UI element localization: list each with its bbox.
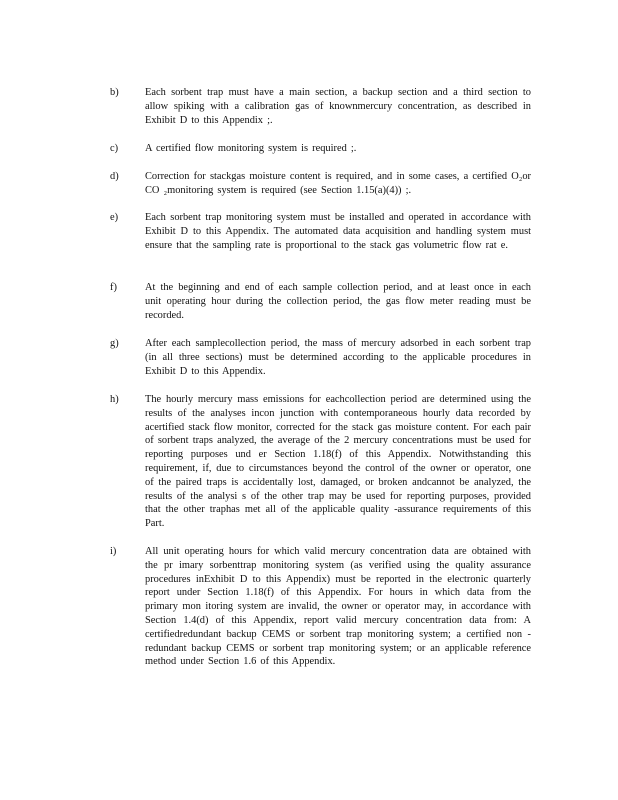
item-label: e): [110, 212, 119, 223]
item-label: i): [110, 546, 117, 557]
item-text: All unit operating hours for which valid mercury concentration data are obtained with the pr imary sorbenttrap monitoring system (as verified using the quality assurance procedures inExhibit D to this Appendix) must be reported in the electronic quarterly report under Section 1.18(f) of this Appendix. For hours in which data from the primary mon itoring system are invalid, the owner or operator may, in accordance with Section 1.4(d) of this Appendix, report valid mercury concentration data from: A certifiedredundant backup CEMS or sorbent trap monitoring system; a certified non -redundant backup CEMS or sorbent trap monitoring system; or an applicable reference method under Section 1.6 of this Appendix.: [145, 546, 531, 668]
item-text: Each sorbent trap monitoring system must be installed and operated in accordance with Exhibit D to this Appendix. The automated data acquisition and handling system must ensure that the sampling rate is proportional to the stack gas volumetric flow rat e.: [145, 212, 531, 251]
item-text: The hourly mercury mass emissions for eachcollection period are determined using the results of the analyses incon junction with contemporaneous hourly data recorded by acertified stack flow monitor, corrected for the stack gas moisture content. For each pair of sorbent traps analyzed, the average of the 2 mercury concentrations must be used for reporting purposes und er Section 1.18(f) of this Appendix. Notwithstanding this requirement, if, due to circumstances beyond the control of the owner or operator, one of the paired traps is accidentally lost, damaged, or broken andcannot be analyzed, the results of the analysi s of the other trap may be used for reporting purposes, provided that the other traphas met all of the applicable quality -assurance requirements of this Part.: [145, 394, 531, 530]
item-label: d): [110, 171, 119, 182]
item-text: Correction for stackgas moisture content is required, and in some cases, a certified O₂or CO ₂monitoring system is required (see Section 1.15(a)(4)) ;.: [145, 171, 531, 196]
item-text: Each sorbent trap must have a main section, a backup section and a third section to allow spiking with a calibration gas of knownmercury concentration, as described in Exhibit D to this Appendix ;.: [145, 87, 531, 126]
item-label: c): [110, 143, 119, 154]
item-label: h): [110, 394, 119, 405]
item-text: A certified flow monitoring system is required ;.: [145, 143, 357, 154]
item-label: b): [110, 87, 119, 98]
item-label: g): [110, 338, 119, 349]
item-text: After each samplecollection period, the mass of mercury adsorbed in each sorbent trap (in all three sections) must be determined according to the applicable procedures in Exhibit D to this Appendix.: [145, 338, 531, 377]
item-text: At the beginning and end of each sample collection period, and at least once in each unit operating hour during the collection period, the gas flow meter reading must be recorded.: [145, 282, 531, 321]
item-label: f): [110, 282, 117, 293]
